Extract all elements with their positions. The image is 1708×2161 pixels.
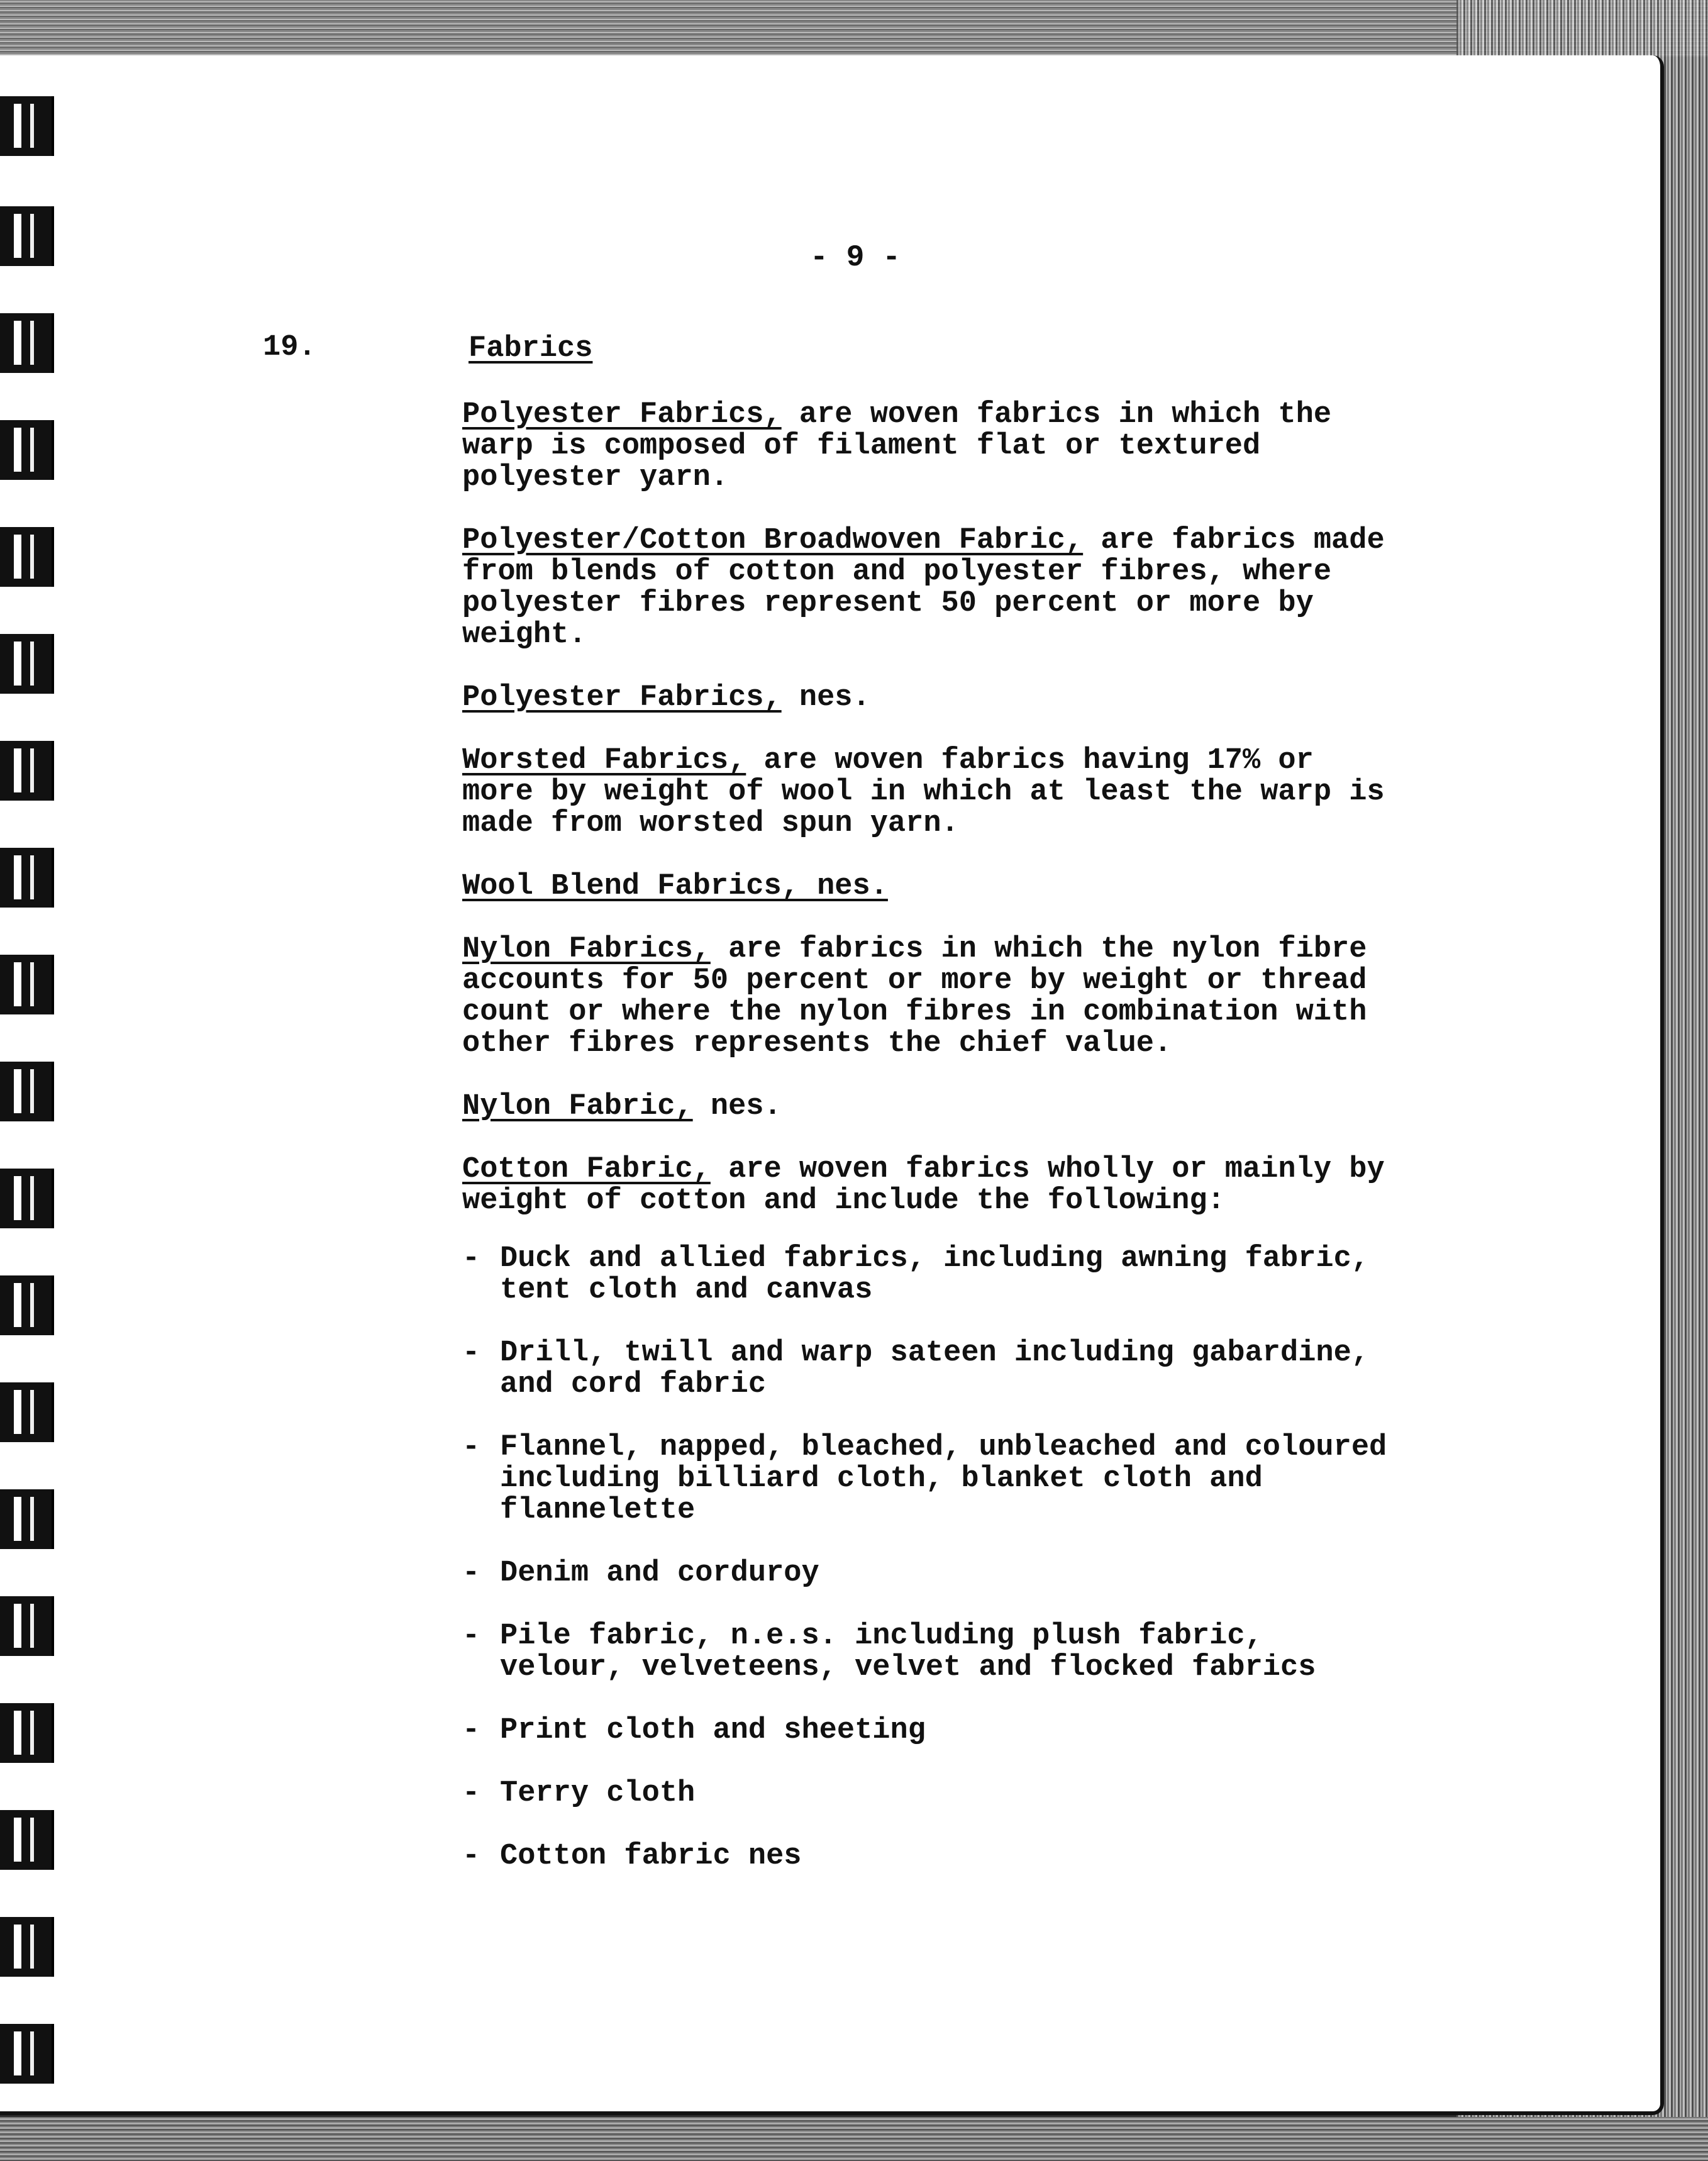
list-item-text: Cotton fabric nes: [500, 1840, 802, 1873]
list-item-text: Denim and corduroy: [500, 1557, 819, 1590]
definition-text: nes.: [781, 681, 870, 714]
definition-entry: [462, 682, 1500, 714]
list-item: [462, 1432, 1500, 1526]
list-item: [462, 1778, 1500, 1809]
list-item: [462, 1338, 1500, 1401]
definition-term: Polyester Fabrics,: [462, 681, 782, 714]
definition-term: Wool Blend Fabrics, nes.: [462, 870, 888, 903]
definition-term: Cotton Fabric,: [462, 1153, 711, 1186]
definition-term: Nylon Fabrics,: [462, 933, 711, 966]
section-title: Fabrics: [469, 332, 593, 365]
list-item-text: Drill, twill and warp sateen including gabardine, and cord fabric: [500, 1336, 1370, 1401]
list-item: [462, 1841, 1500, 1872]
list-dash: -: [462, 1777, 480, 1810]
list-item-text: Flannel, napped, bleached, unbleached and coloured including billiard cloth, blanket cloth and flannelette: [500, 1431, 1387, 1527]
list-dash: -: [462, 1619, 480, 1653]
list-item-text: Terry cloth: [500, 1777, 696, 1810]
definition-entry: [462, 1154, 1500, 1217]
list-item: [462, 1621, 1500, 1684]
list-item-text: Pile fabric, n.e.s. including plush fabric, velour, velveteens, velvet and flocked fabrics: [500, 1619, 1316, 1684]
definition-text: are fabrics made from blends of cotton and polyester fibres, where polyester fibres represent 50 percent or more by weight.: [462, 524, 1385, 652]
page-number: - 9 -: [809, 241, 901, 275]
definition-text: are woven fabrics having 17% or more by weight of wool in which at least the warp is made from worsted spun yarn.: [462, 744, 1385, 840]
section-number: 19.: [263, 331, 316, 364]
list-item: [462, 1715, 1500, 1747]
list-item-text: Duck and allied fabrics, including awning fabric, tent cloth and canvas: [500, 1242, 1370, 1307]
definition-entry: [462, 934, 1500, 1060]
definition-entry: [462, 745, 1500, 840]
list-item: [462, 1558, 1500, 1589]
definition-text: nes.: [692, 1090, 782, 1123]
definition-entry: [462, 871, 1500, 903]
definition-entry: [462, 1091, 1500, 1123]
definition-term: Nylon Fabric,: [462, 1090, 693, 1123]
definition-entry: [462, 399, 1500, 494]
list-dash: -: [462, 1336, 480, 1370]
definition-term: Polyester/Cotton Broadwoven Fabric,: [462, 524, 1084, 557]
list-dash: -: [462, 1714, 480, 1747]
list-dash: -: [462, 1840, 480, 1873]
definition-text: are fabrics in which the nylon fibre accounts for 50 percent or more by weight or thread count or where the nylon fibres in combination with other fibres represents the chief value.: [462, 933, 1367, 1060]
definition-term: Worsted Fabrics,: [462, 744, 746, 777]
list-dash: -: [462, 1242, 480, 1275]
list-item: [462, 1243, 1500, 1306]
definition-text: are woven fabrics in which the warp is composed of filament flat or textured polyester yarn.: [462, 398, 1332, 494]
definition-entry: [462, 525, 1500, 651]
definition-text: are woven fabrics wholly or mainly by weight of cotton and include the following:: [462, 1153, 1385, 1218]
definition-term: Polyester Fabrics,: [462, 398, 782, 431]
list-dash: -: [462, 1431, 480, 1464]
list-dash: -: [462, 1557, 480, 1590]
definitions: [462, 399, 1500, 1904]
cotton-fabric-list: [462, 1243, 1500, 1872]
list-item-text: Print cloth and sheeting: [500, 1714, 926, 1747]
